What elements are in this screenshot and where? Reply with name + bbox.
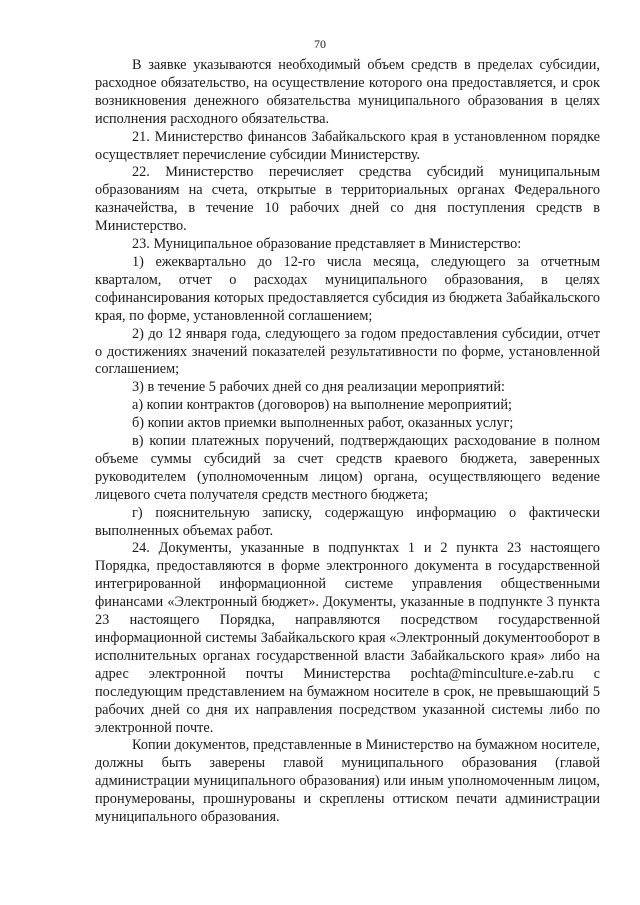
page-number: 70	[314, 37, 326, 51]
paragraph-24: 24. Документы, указанные в подпунктах 1 и 2 пункта 23 настоящего Порядка, предоставляются в форме электронного документа в государственной интегрированной информационной системе управления общественными финансами «Электронный бюджет». Документы, указанные в подпункте 3 пункта 23 настоящего Порядка, направляются посредством государственной информационной системы Забайкальского края «Электронный документооборот в исполнительных органах государственной власти Забайкальского края» либо на адрес электронной почты Министерства pochta@minculture.e-zab.ru с последующим представлением на бумажном носителе в срок, не превышающий 5 рабочих дней со дня их направления посредством указанной системы либо по электронной почте.	[95, 540, 600, 736]
paragraph-23-item-3: 3) в течение 5 рабочих дней со дня реализации мероприятий:	[132, 379, 505, 396]
paragraph-23-item-3a: а) копии контрактов (договоров) на выполнение мероприятий;	[132, 397, 512, 414]
paragraph-application-content: В заявке указываются необходимый объем средств в пределах субсидии, расходное обязательство, на осуществление которого она предоставляется, и срок возникновения денежного обязательства муниципального образования в целях исполнения расходного обязательства.	[95, 57, 600, 127]
paragraph-23: 23. Муниципальное образование представляет в Министерство:	[132, 236, 522, 253]
paragraph-21: 21. Министерство финансов Забайкальского края в установленном порядке осуществляет перечисление субсидии Министерству.	[95, 128, 600, 163]
paragraph-23-item-2: 2) до 12 января года, следующего за годом предоставления субсидии, отчет о достижениях значений показателей результативности по форме, установленной соглашением;	[95, 325, 600, 378]
paragraph-23-item-3b: б) копии актов приемки выполненных работ, оказанных услуг;	[132, 415, 514, 432]
document-body	[95, 57, 600, 827]
paragraph-copies: Копии документов, представленные в Министерство на бумажном носителе, должны быть заверены главой муниципального образования (главой администрации муниципального образования) или иным уполномоченным лицом, пронумерованы, прошнурованы и скреплены оттиском печати администрации муниципального образования.	[95, 737, 600, 826]
paragraph-23-item-3g: г) пояснительную записку, содержащую информацию о фактически выполненных объемах работ.	[95, 504, 600, 539]
paragraph-23-item-3v: в) копии платежных поручений, подтверждающих расходование в полном объеме суммы субсидий за счет средств краевого бюджета, заверенных руководителем (уполномоченным лицом) органа, осуществляющего ведение лицевого счета получателя средств местного бюджета;	[95, 433, 600, 503]
paragraph-22: 22. Министерство перечисляет средства субсидий муниципальным образованиям на счета, открытые в территориальных органах Федерального казначейства, в течение 10 рабочих дней со дня поступления средств в Министерство.	[95, 164, 600, 235]
paragraph-23-item-1: 1) ежеквартально до 12-го числа месяца, следующего за отчетным кварталом, отчет о расходах муниципального образования, в целях софинансирования которых предоставляется субсидия из бюджета Забайкальского края, по форме, установленной соглашением;	[95, 253, 600, 324]
